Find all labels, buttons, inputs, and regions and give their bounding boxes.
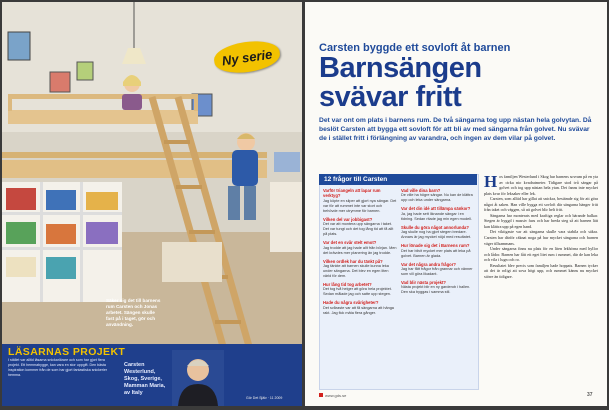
qa-item <box>401 206 475 221</box>
lead-paragraph: Det var ont om plats i barnens rum. De två sängarna tog upp nästan hela golvytan. Då beslöt Carsten att bygga ett sovloft för att bli av med sängarna från golvet. Nu svävar de i stället fritt i förlängning av varandra, och ingen av dem vilar på golvet. <box>319 117 592 143</box>
pre-title: Carsten byggde ett sovloft åt barnen <box>319 42 511 54</box>
body-paragraph: os familjen Westerlund i Skog har barnens sovrum på en yta av cirka nio kvadratmeter. Tidigare stod två sängar på golvet och tog upp nästan hela ytan. Det fanns inte mycket plats kvar för leksaker eller lek. <box>484 174 598 196</box>
qa-header <box>319 174 477 185</box>
qa-question: Vad blir nästa projekt? <box>401 280 446 286</box>
headline-line-1: Barnsängen <box>319 52 482 84</box>
qa-item <box>323 188 397 214</box>
qa-item <box>401 243 475 258</box>
qa-item <box>323 240 397 255</box>
builder-portrait <box>172 350 224 406</box>
right-page <box>305 2 607 406</box>
qa-answer: Det tog två helger att göra hela projektet. Sedan målade jag och satte upp stegen. <box>323 287 392 297</box>
readers-project-title: LÄSARNAS PROJEKT <box>8 346 126 358</box>
qa-answer: Det har blivit mycket mer plats att leka på golvet. Barnen är glada. <box>401 248 471 258</box>
left-footer: Gör Det Själv · 11 2009 <box>246 396 283 400</box>
website-url: www.gds.se <box>325 393 347 398</box>
qa-question: Skulle du göra något annorlunda? <box>401 224 469 230</box>
qa-column-2 <box>401 188 475 298</box>
qa-question: Vilken del var jobbigast? <box>323 216 373 222</box>
qa-answer: Nästa projekt blir en ny garderob i hallen. Den ska byggas i samma stil. <box>401 285 471 295</box>
headline-line-2: svävar fritt <box>319 81 462 113</box>
footer-marker-icon <box>319 393 323 397</box>
page-number: 37 <box>587 392 593 398</box>
body-paragraph: Resultatet blev precis som familjen hade hoppats. Barnen tycker att det är roligt att sova högt upp, och rummet känns nu mycket större än tidigare. <box>484 262 598 279</box>
qa-answer: Ja, jag hade sett liknande sängar i en tidning. Sedan ritade jag min egen modell. <box>401 211 472 221</box>
body-paragraph: Under sängarna finns nu plats för en liten lekhörna med hyllor och lådor. Barnen har fått ett eget litet rum i rummet, där de kan leka och vila i lugn och ro. <box>484 246 598 263</box>
body-paragraph: Sängarna har monterats med kraftiga reglar och bärande balkar. Stegen är byggd i massiv furu och har breda steg så att barnen lätt kan klättra upp på egen hand. <box>484 212 598 229</box>
qa-question: Hade du några svårigheter? <box>323 300 379 306</box>
qa-item <box>323 282 397 297</box>
qa-item <box>401 225 475 240</box>
left-page <box>2 2 302 406</box>
qa-question: Var det en svår stelt emot? <box>323 240 377 246</box>
builder-info: Carsten Westerlund, Skog, Sverige, Mamman Maria, av Italy <box>124 362 166 396</box>
qa-item <box>401 188 475 203</box>
qa-item <box>401 280 475 295</box>
qa-item <box>323 300 397 315</box>
qa-item <box>323 217 397 237</box>
qa-question: Vilken ordlek har du tänkt på? <box>323 258 383 264</box>
qa-column-1 <box>323 188 397 319</box>
qa-question: Varför triangeln att lapar rum verktyg? <box>323 188 381 199</box>
website-footer <box>319 393 346 398</box>
body-paragraph: Det viktigaste var att sängarna skulle vara stabila och säkra. Carsten har därför räknat noga på hur mycket sängarna och barnen väger tillsammans. <box>484 229 598 246</box>
new-series-badge: Ny serie <box>212 38 282 77</box>
qa-question: Hur lång tid tog arbetet? <box>323 282 372 288</box>
readers-project-text: I stället var alltid läsarna snickarlärare och som har gjort flera projekt. Ett hemmabygge, kan vara en stor uppgift. Den bästa inspiration kommer från de som har gjort fantastiska snickerier hemma. <box>8 358 108 377</box>
drop-cap: H <box>484 172 498 191</box>
qa-answer: Jag trodde att jag hade allt från början. Men det krävdes mer planering än jag trodde. <box>323 245 397 255</box>
qa-question: Var det din idé att tillämpa sänkor? <box>401 206 471 212</box>
qa-title: 12 frågor till Carsten <box>324 176 388 183</box>
qa-answer: Det svåraste var att få sängarna att hänga rakt. Jag fick mäta flera gånger. <box>323 305 394 315</box>
qa-answer: Jag tänkte att barnen skulle kunna leka under sängarna. Det blev en egen liten värld för dem. <box>323 264 389 279</box>
body-paragraph: Carsten, som alltid har gillat att snickra, bestämde sig för att göra något åt saken. Han ville bygga ett sovloft där sängarna hänger fritt från taket och väggen, så att golvet blir helt fritt. <box>484 196 598 213</box>
qa-answer: Jag köpte en sliper att gjort nya sängar. Det var för att rummet inte var stort och behövde mer utrymme för barnen. <box>323 198 397 213</box>
qa-question: Var det några andra frågor? <box>401 261 456 267</box>
qa-answer: Jag har fått frågor från grannar och vänner som vill göra likadant. <box>401 267 473 277</box>
qa-answer: Det var att montera upp sängarna i taket. Det var tungt och det tog lång tid att få allt på plats. <box>323 222 394 237</box>
qa-answer: De ville ha högre sängar. Nu kan de klättra upp och leka under sängarna. <box>401 193 473 203</box>
qa-item <box>323 259 397 279</box>
qa-item <box>401 262 475 277</box>
photo-caption: Säker sig det till barnens rum Carsten och Jonas arbetet. Sängen skulle fast på i taget, gör och användning. <box>106 298 161 327</box>
article-body <box>484 174 598 279</box>
qa-question: Hur lönade sig det i Barnens rum? <box>401 243 470 249</box>
qa-question: Vad ville dina barn? <box>401 188 441 193</box>
qa-answer: Jag skulle nog ha gjort stegen bredare. Annars är jag mycket nöjd med resultatet. <box>401 230 472 240</box>
